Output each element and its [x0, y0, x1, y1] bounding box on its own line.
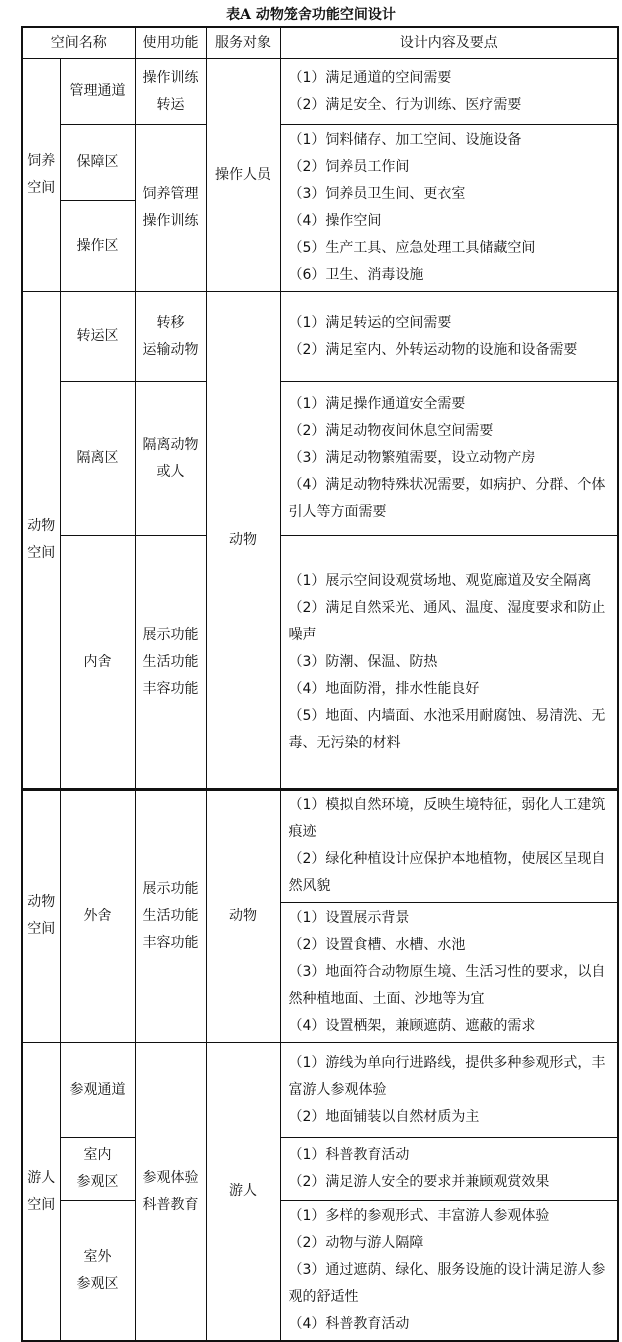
design-point: （2）地面铺装以自然材质为主 — [288, 1108, 480, 1125]
design-point: （2）满足动物夜间休息空间需要 — [288, 423, 494, 439]
space-outdoor-visit: 室外 参观区 — [60, 1201, 135, 1342]
design-outdoor-b — [280, 903, 618, 1043]
design-table-part1 — [21, 26, 619, 791]
design-point: （4）地面防滑，排水性能良好 — [288, 680, 480, 697]
design-point: （1）展示空间设观赏场地、观览廊道及安全隔离 — [288, 572, 592, 589]
table-row — [22, 1201, 618, 1342]
function-mgmt-channel: 操作训练 转运 — [135, 59, 206, 125]
design-point: （1）满足通道的空间需要 — [288, 69, 452, 86]
design-mgmt-channel — [280, 59, 618, 125]
function-isolation: 隔离动物 或人 — [135, 382, 206, 536]
service-visitors: 游人 — [206, 1043, 280, 1342]
header-space-name: 空间名称 — [22, 27, 135, 59]
design-point: （4）设置栖架，兼顾遮荫、遮蔽的需求 — [288, 1018, 536, 1034]
space-visit-channel: 参观通道 — [60, 1043, 135, 1138]
design-point: （2）满足游人安全的要求并兼顾观赏效果 — [288, 1174, 550, 1190]
service-operators: 操作人员 — [206, 59, 280, 292]
design-point: （1）科普教育活动 — [288, 1147, 410, 1163]
design-point: （1）游线为单向行进路线，提供多种参观形式，丰富游人参观体验 — [288, 1054, 606, 1098]
table-row — [22, 125, 618, 201]
table-row — [22, 789, 618, 903]
group-label: 游人 空间 — [27, 1169, 56, 1213]
table-row — [22, 382, 618, 536]
group-label: 动物 空间 — [27, 518, 56, 562]
function-support-area: 饲养管理 操作训练 — [135, 125, 206, 292]
table-row — [22, 536, 618, 790]
design-point: （2）满足安全、行为训练、医疗需要 — [288, 96, 522, 113]
design-point: （3）满足动物繁殖需要，设立动物产房 — [288, 450, 536, 466]
design-point: （1）饲料储存、加工空间、设施设备 — [288, 132, 522, 148]
group-feeding-space — [22, 59, 60, 292]
design-indoor-visit — [280, 1138, 618, 1201]
group-label: 动物 空间 — [27, 894, 56, 937]
group-animal-space-2 — [22, 789, 60, 1043]
design-point: （1）设置展示背景 — [288, 910, 410, 926]
function-outdoor-enclosure: 展示功能 生活功能 丰容功能 — [135, 789, 206, 1043]
design-transfer — [280, 292, 618, 382]
design-point: （6）卫生、消毒设施 — [288, 267, 424, 283]
design-point: （2）设置食槽、水槽、水池 — [288, 937, 466, 953]
design-outdoor-a — [280, 789, 618, 903]
design-point: （5）生产工具、应急处理工具储藏空间 — [288, 240, 536, 256]
design-outdoor-visit — [280, 1201, 618, 1342]
table-row — [22, 1138, 618, 1201]
space-indoor: 内舍 — [60, 536, 135, 790]
function-indoor: 展示功能 生活功能 丰容功能 — [135, 536, 206, 790]
design-point: （3）地面符合动物原生境、生活习性的要求，以自然种植地面、土面、沙地等为宜 — [288, 964, 606, 1007]
group-label: 饲养 空间 — [27, 153, 56, 196]
design-table-part2 — [21, 788, 619, 1342]
design-indoor — [280, 536, 618, 790]
design-point: （2）动物与游人隔障 — [288, 1235, 424, 1251]
design-point: （2）满足室内、外转运动物的设施和设备需要 — [288, 341, 578, 358]
design-point: （3）饲养员卫生间、更衣室 — [288, 186, 466, 202]
design-point: （4）操作空间 — [288, 213, 382, 229]
header-function: 使用功能 — [135, 27, 206, 59]
table-row — [22, 292, 618, 382]
design-isolation — [280, 382, 618, 536]
header-row — [22, 27, 618, 59]
space-outdoor-enclosure: 外舍 — [60, 789, 135, 1043]
service-animals-2: 动物 — [206, 789, 280, 1043]
design-point: （3）通过遮荫、绿化、服务设施的设计满足游人参观的舒适性 — [288, 1262, 606, 1305]
function-transfer: 转移 运输动物 — [135, 292, 206, 382]
design-point: （2）饲养员工作间 — [288, 159, 410, 175]
design-support-area — [280, 125, 618, 292]
design-point: （1）满足操作通道安全需要 — [288, 396, 466, 412]
design-point: （3）防潮、保温、防热 — [288, 653, 438, 670]
function-visitor: 参观体验 科普教育 — [135, 1043, 206, 1342]
table-title: 表A 动物笼舍功能空间设计 — [226, 7, 396, 23]
design-point: （2）绿化种植设计应保护本地植物，使展区呈现自然风貌 — [288, 851, 606, 894]
service-animals: 动物 — [206, 292, 280, 790]
space-transfer: 转运区 — [60, 292, 135, 382]
design-point: （2）满足自然采光、通风、温度、湿度要求和防止噪声 — [288, 599, 606, 643]
space-mgmt-channel: 管理通道 — [60, 59, 135, 125]
design-point: （5）地面、内墙面、水池采用耐腐蚀、易清洗、无毒、无污染的材料 — [288, 707, 606, 751]
space-indoor-visit: 室内 参观区 — [60, 1138, 135, 1201]
group-visitor-space — [22, 1043, 60, 1342]
space-isolation: 隔离区 — [60, 382, 135, 536]
design-point: （1）满足转运的空间需要 — [288, 314, 452, 331]
design-point: （4）科普教育活动 — [288, 1316, 410, 1332]
design-point: （1）多样的参观形式、丰富游人参观体验 — [288, 1208, 550, 1224]
space-support-area: 保障区 — [60, 125, 135, 201]
group-animal-space — [22, 292, 60, 790]
design-visit-channel — [280, 1043, 618, 1138]
space-operation-area: 操作区 — [60, 201, 135, 292]
table-row — [22, 1043, 618, 1138]
table-row — [22, 59, 618, 125]
header-design: 设计内容及要点 — [280, 27, 618, 59]
design-point: （4）满足动物特殊状况需要，如病护、分群、个体引人等方面需要 — [288, 477, 606, 520]
design-point: （1）模拟自然环境，反映生境特征，弱化人工建筑痕迹 — [288, 797, 606, 840]
header-service-object: 服务对象 — [206, 27, 280, 59]
